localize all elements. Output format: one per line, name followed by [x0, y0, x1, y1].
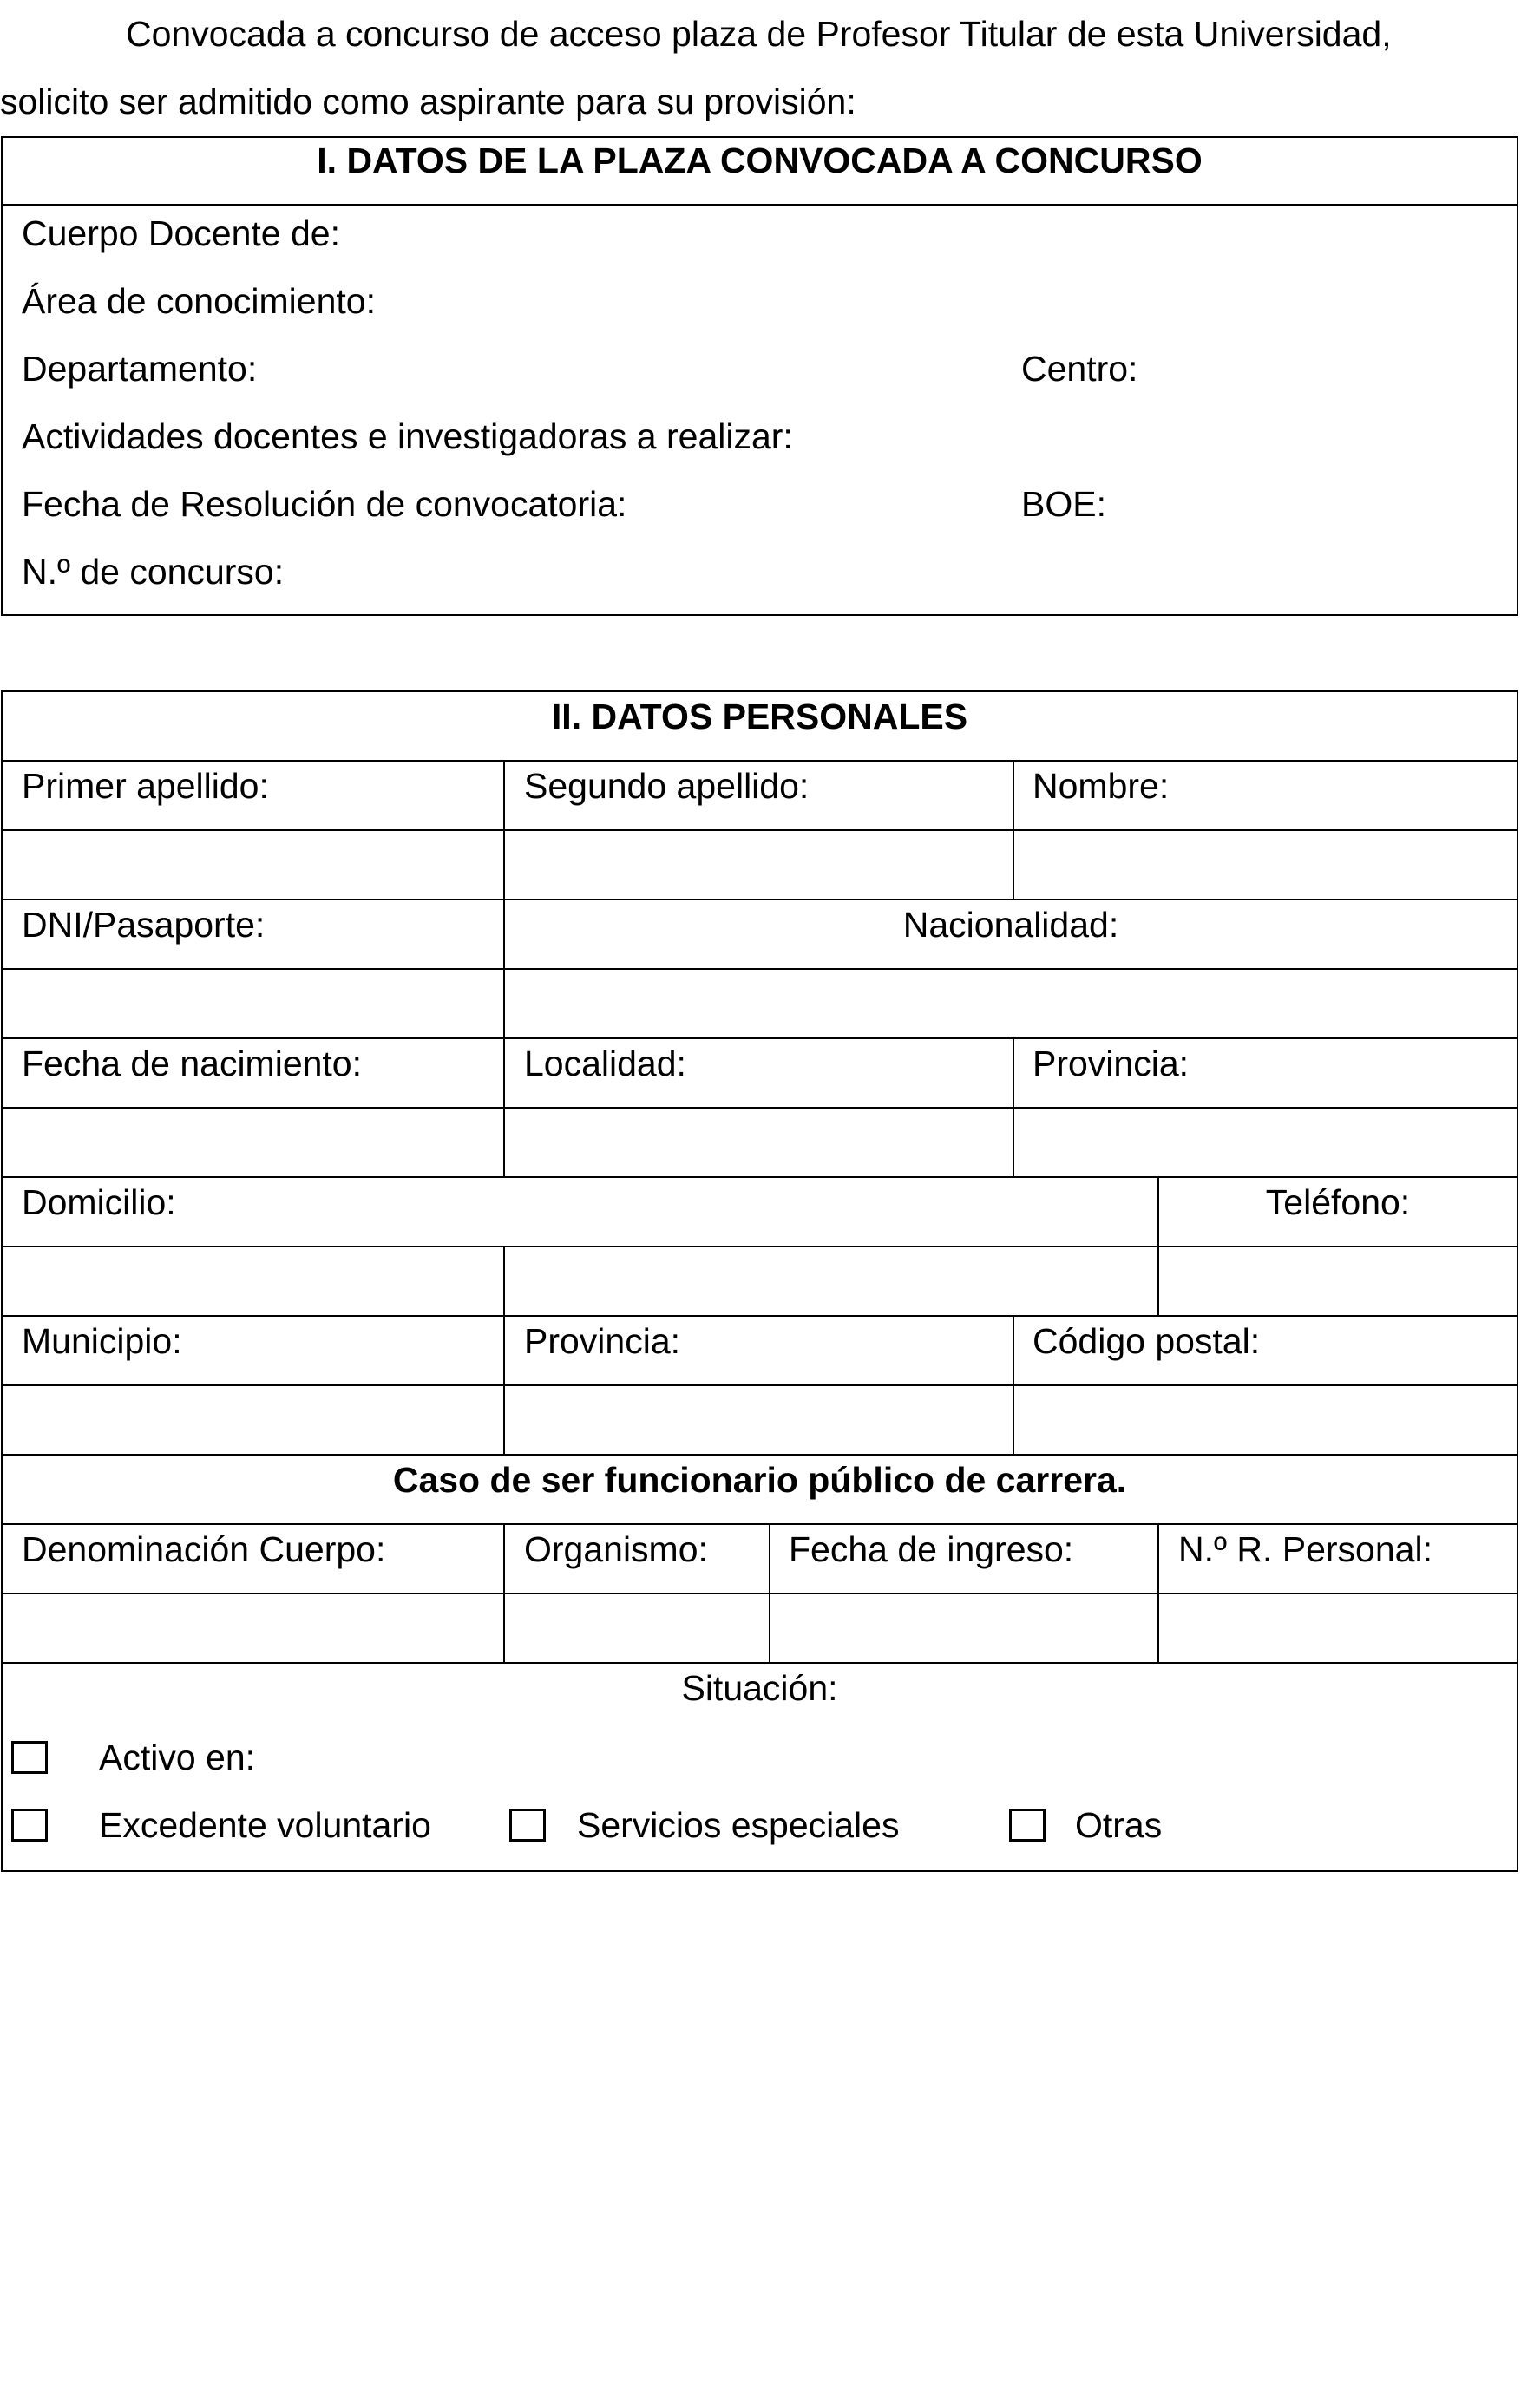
- servicios-especiales-label: Servicios especiales: [577, 1805, 900, 1845]
- area-conocimiento-label: Área de conocimiento:: [22, 281, 376, 321]
- divider: [3, 899, 1517, 900]
- divider: [503, 899, 505, 1037]
- fecha-ingreso-label: Fecha de ingreso:: [789, 1529, 1074, 1569]
- divider: [3, 760, 1517, 762]
- funcionario-title: Caso de ser funcionario público de carrera.: [392, 1460, 1127, 1500]
- primer-apellido-label: Primer apellido:: [22, 766, 269, 806]
- divider: [503, 1246, 505, 1315]
- divider: [3, 1246, 1517, 1247]
- activo-en-checkbox[interactable]: [11, 1741, 48, 1774]
- divider: [3, 1662, 1517, 1664]
- otras-checkbox[interactable]: [1009, 1809, 1046, 1842]
- boe-label: BOE:: [1021, 484, 1106, 524]
- centro-label: Centro:: [1021, 349, 1138, 389]
- dni-label: DNI/Pasaporte:: [22, 905, 266, 945]
- telefono-label: Teléfono:: [1265, 1182, 1411, 1222]
- denominacion-cuerpo-label: Denominación Cuerpo:: [22, 1529, 386, 1569]
- excedente-voluntario-checkbox[interactable]: [11, 1809, 48, 1842]
- cuerpo-docente-label: Cuerpo Docente de:: [22, 213, 340, 253]
- nacionalidad-label: Nacionalidad:: [902, 905, 1119, 945]
- divider: [3, 1384, 1517, 1386]
- localidad-label: Localidad:: [524, 1044, 686, 1083]
- divider: [3, 1037, 1517, 1039]
- departamento-label: Departamento:: [22, 349, 258, 389]
- divider: [503, 1523, 505, 1662]
- divider: [3, 968, 1517, 970]
- section1-title: I. DATOS DE LA PLAZA CONVOCADA A CONCURSO: [317, 141, 1203, 180]
- divider: [503, 1315, 505, 1454]
- divider: [503, 1037, 505, 1176]
- divider: [3, 1315, 1517, 1317]
- intro-paragraph: [0, 0, 1521, 135]
- divider: [3, 1523, 1517, 1525]
- nombre-label: Nombre:: [1033, 766, 1170, 806]
- otras-label: Otras: [1075, 1805, 1163, 1845]
- intro-line-2: solicito ser admitido como aspirante para su provisión:: [0, 82, 856, 121]
- organismo-label: Organismo:: [524, 1529, 708, 1569]
- divider: [3, 1107, 1517, 1109]
- excedente-voluntario-label: Excedente voluntario: [99, 1805, 431, 1845]
- domicilio-label: Domicilio:: [22, 1182, 176, 1222]
- segundo-apellido-label: Segundo apellido:: [524, 766, 810, 806]
- divider: [3, 829, 1517, 831]
- provincia-domicilio-label: Provincia:: [524, 1321, 681, 1361]
- section-datos-personales: [1, 690, 1518, 1872]
- divider: [1013, 1315, 1014, 1454]
- municipio-label: Municipio:: [22, 1321, 182, 1361]
- fecha-nacimiento-label: Fecha de nacimiento:: [22, 1044, 363, 1083]
- section2-title: II. DATOS PERSONALES: [551, 697, 968, 736]
- divider: [1157, 1523, 1159, 1662]
- divider: [3, 1593, 1517, 1594]
- actividades-label: Actividades docentes e investigadoras a realizar:: [22, 416, 793, 456]
- activo-en-label: Activo en:: [99, 1737, 256, 1777]
- divider: [769, 1523, 770, 1662]
- provincia-nacimiento-label: Provincia:: [1033, 1044, 1190, 1083]
- fecha-resolucion-label: Fecha de Resolución de convocatoria:: [22, 484, 627, 524]
- divider: [1157, 1176, 1159, 1315]
- divider: [1013, 760, 1014, 899]
- divider: [503, 760, 505, 899]
- divider: [3, 1176, 1517, 1178]
- divider: [3, 204, 1517, 206]
- intro-line-1: Convocada a concurso de acceso plaza de Profesor Titular de esta Universidad,: [126, 14, 1392, 54]
- divider: [3, 1454, 1517, 1456]
- numero-concurso-label: N.º de concurso:: [22, 552, 285, 592]
- registro-personal-label: N.º R. Personal:: [1178, 1529, 1432, 1569]
- section-plaza-convocada: [1, 136, 1518, 616]
- servicios-especiales-checkbox[interactable]: [509, 1809, 546, 1842]
- situacion-label: Situación:: [681, 1668, 838, 1708]
- divider: [1013, 1037, 1014, 1176]
- codigo-postal-label: Código postal:: [1033, 1321, 1261, 1361]
